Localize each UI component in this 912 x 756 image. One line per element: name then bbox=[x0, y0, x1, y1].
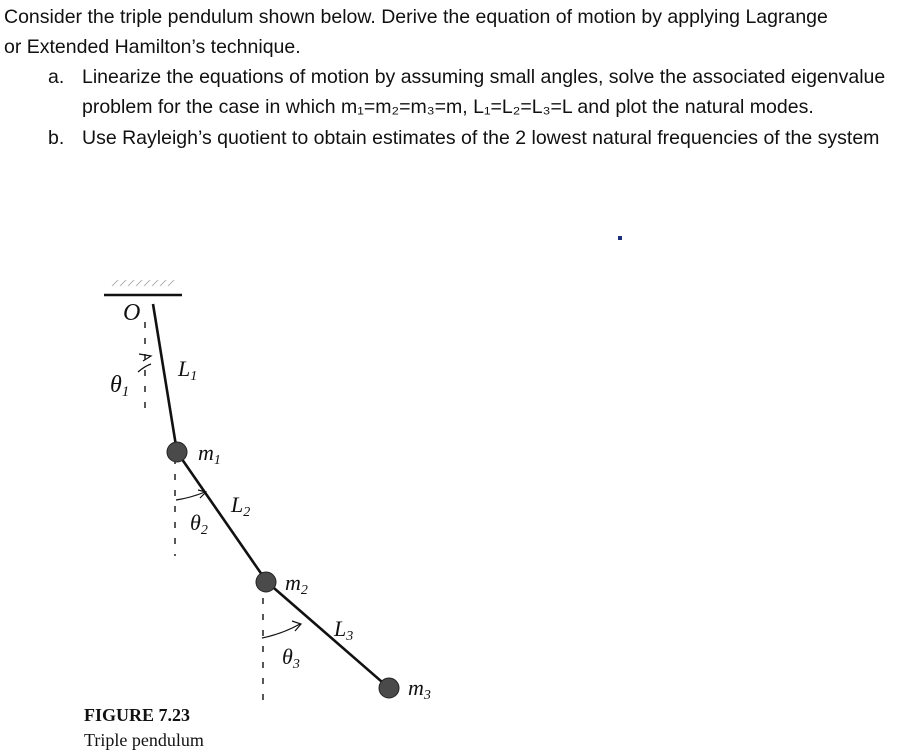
rod-1 bbox=[153, 304, 177, 452]
length3-label: L3 bbox=[334, 616, 354, 644]
figure-number: FIGURE 7.23 bbox=[84, 705, 191, 725]
item-text-a: Linearize the equations of motion by assuming small angles, solve the associated eigenvalue problem for the case in which m₁=m₂=m₃=m, L₁=L₂=L₃=L and plot the natural modes. bbox=[82, 66, 886, 118]
mass-3 bbox=[379, 678, 399, 698]
intro-line-1: Consider the triple pendulum shown below. Derive the equation of motion by applying Lagrange bbox=[4, 6, 828, 28]
theta3-arc bbox=[262, 621, 301, 638]
length1-label: L1 bbox=[178, 356, 198, 384]
figure-caption bbox=[84, 703, 204, 753]
mass2-label: m2 bbox=[285, 570, 308, 598]
theta3-label: θ3 bbox=[282, 644, 300, 672]
rod-3 bbox=[267, 582, 389, 688]
figure-title: Triple pendulum bbox=[84, 730, 204, 750]
mass1-label: m1 bbox=[198, 440, 221, 468]
mass-1 bbox=[167, 442, 187, 462]
pivot-label: O bbox=[123, 300, 141, 326]
theta2-arc bbox=[176, 490, 206, 500]
mass-2 bbox=[256, 572, 276, 592]
item-marker-a: a. bbox=[48, 66, 65, 88]
item-marker-b: b. bbox=[48, 127, 65, 149]
item-text-b: Use Rayleigh’s quotient to obtain estimates of the 2 lowest natural frequencies of the system bbox=[82, 127, 880, 149]
theta2-label: θ2 bbox=[190, 510, 208, 538]
ceiling bbox=[104, 280, 182, 295]
length2-label: L2 bbox=[231, 492, 251, 520]
intro-line-2: or Extended Hamilton’s technique. bbox=[4, 36, 301, 58]
mass3-label: m3 bbox=[408, 675, 431, 703]
theta1-label: θ1 bbox=[110, 372, 130, 400]
